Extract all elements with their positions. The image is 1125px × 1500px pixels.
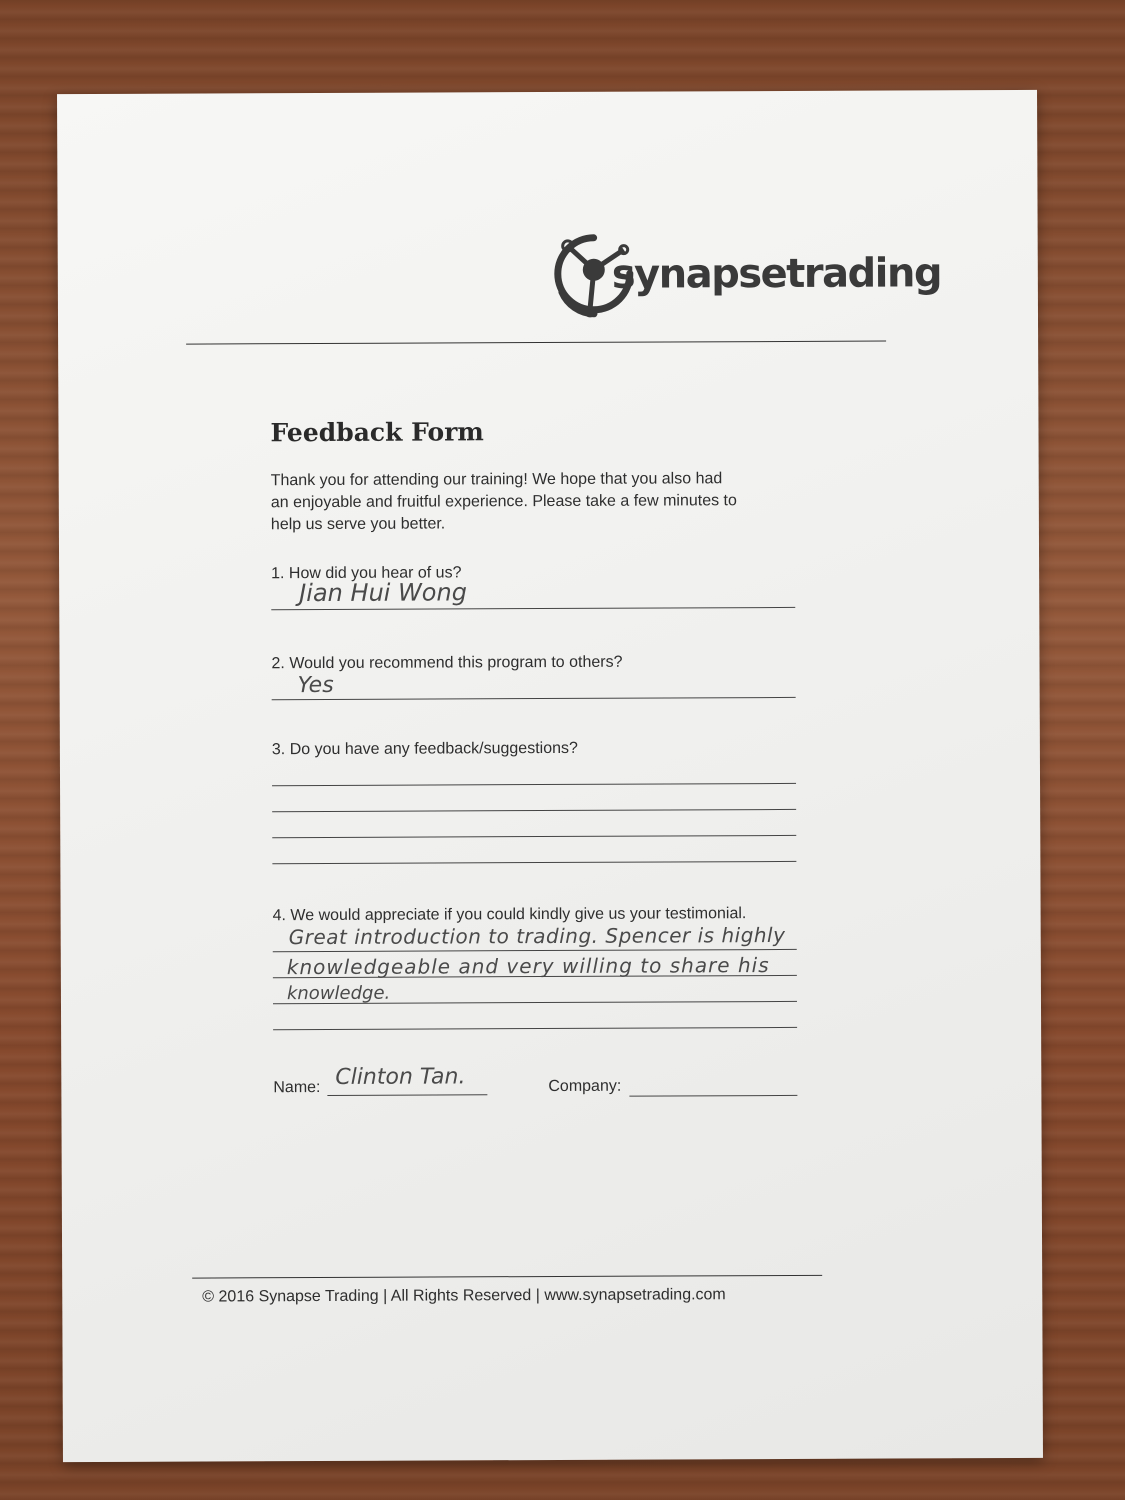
question-1-label: 1. How did you hear of us? bbox=[271, 564, 462, 583]
brand-logo bbox=[554, 228, 942, 319]
question-2-answer-line bbox=[272, 697, 796, 700]
footer-divider bbox=[192, 1275, 822, 1279]
question-3-answer-line[interactable] bbox=[272, 809, 796, 812]
question-4-answer-line-2[interactable]: knowledgeable and very willing to share his bbox=[286, 953, 770, 980]
feedback-form-sheet bbox=[57, 90, 1043, 1462]
name-label: Name: bbox=[273, 1079, 321, 1097]
intro-line: an enjoyable and fruitful experience. Please take a few minutes to bbox=[270, 492, 737, 512]
question-3-answer-line[interactable] bbox=[272, 835, 796, 838]
question-4-answer-line-3[interactable]: knowledge. bbox=[286, 982, 391, 1005]
brand-name: synapsetrading bbox=[611, 250, 942, 298]
question-1-answer[interactable]: Jian Hui Wong bbox=[299, 578, 467, 608]
question-1-answer-line bbox=[271, 607, 795, 610]
form-title: Feedback Form bbox=[270, 417, 484, 448]
intro-line: Thank you for attending our training! We hope that you also had bbox=[270, 470, 723, 490]
header-divider bbox=[186, 341, 886, 345]
question-3-label: 3. Do you have any feedback/suggestions? bbox=[271, 739, 578, 759]
intro-line: help us serve you better. bbox=[270, 515, 446, 534]
question-4-label: 4. We would appreciate if you could kindly give us your testimonial. bbox=[272, 905, 747, 925]
name-field-line bbox=[327, 1094, 487, 1096]
question-3-answer-line[interactable] bbox=[272, 783, 796, 786]
question-3-answer-line[interactable] bbox=[272, 861, 796, 864]
name-value[interactable]: Clinton Tan. bbox=[335, 1064, 466, 1090]
question-2-label: 2. Would you recommend this program to others? bbox=[271, 653, 623, 673]
question-4-answer-line-1[interactable]: Great introduction to trading. Spencer is highly bbox=[288, 922, 786, 950]
footer-copyright: © 2016 Synapse Trading | All Rights Reserved | www.synapsetrading.com bbox=[202, 1286, 726, 1306]
company-field-line[interactable] bbox=[629, 1095, 797, 1097]
form-intro bbox=[271, 468, 811, 536]
company-label: Company: bbox=[548, 1077, 622, 1096]
question-4-answer-line[interactable] bbox=[273, 1027, 797, 1030]
question-2-answer[interactable]: Yes bbox=[297, 672, 334, 699]
question-4-answer-line bbox=[273, 949, 797, 952]
